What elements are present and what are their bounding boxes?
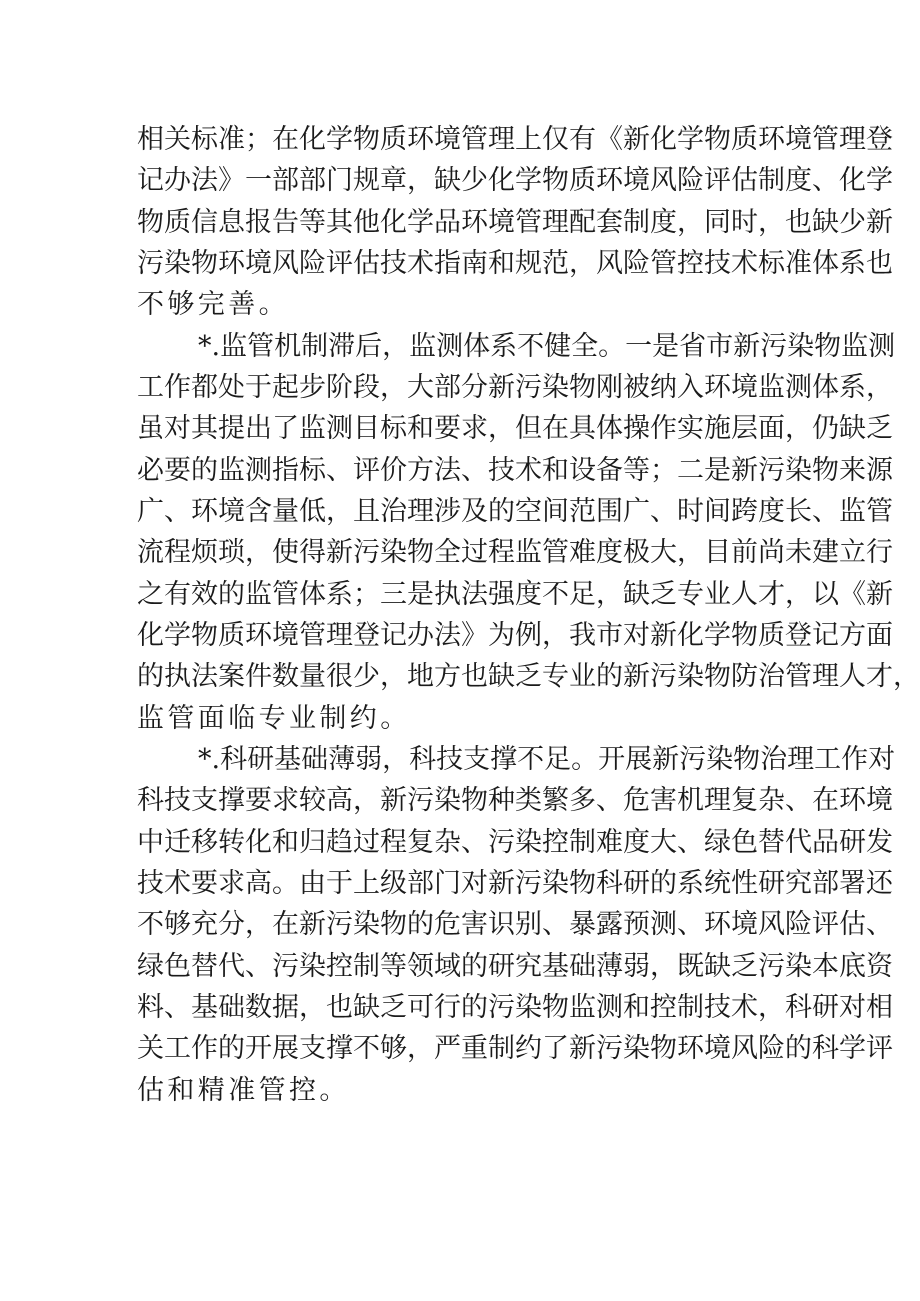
text-line: 污染物环境风险评估技术指南和规范，风险管控技术标准体系也 [137, 247, 893, 279]
text-line: 料、基础数据，也缺乏可行的污染物监测和控制技术，科研对相 [137, 991, 893, 1023]
text-line: *.监管机制滞后，监测体系不健全。一是省市新污染物监测 [198, 330, 896, 362]
text-line: 科技支撑要求较高，新污染物种类繁多、危害机理复杂、在环境 [137, 785, 893, 817]
document-page [137, 119, 920, 1111]
text-line: 广、环境含量低，且治理涉及的空间范围广、时间跨度长、监管 [137, 495, 893, 527]
text-line: 监管面临专业制约。 [137, 702, 411, 734]
text-line: *.科研基础薄弱，科技支撑不足。开展新污染物治理工作对 [198, 743, 896, 775]
text-line: 技术要求高。由于上级部门对新污染物科研的系统性研究部署还 [137, 867, 893, 899]
text-line: 相关标准；在化学物质环境管理上仅有《新化学物质环境管理登 [137, 124, 893, 155]
text-line: 物质信息报告等其他化学品环境管理配套制度，同时，也缺少新 [137, 206, 893, 238]
paragraph [137, 326, 920, 739]
text-line: 中迁移转化和归趋过程复杂、污染控制难度大、绿色替代品研发 [137, 826, 893, 858]
text-line: 之有效的监管体系；三是执法强度不足，缺乏专业人才，以《新 [137, 578, 893, 610]
text-line: 必要的监测指标、评价方法、技术和设备等；二是新污染物来源 [137, 454, 893, 486]
text-line: 不够充分，在新污染物的危害识别、暴露预测、环境风险评估、 [137, 909, 893, 941]
text-line: 绿色替代、污染控制等领域的研究基础薄弱，既缺乏污染本底资 [137, 950, 893, 982]
text-line: 化学物质环境管理登记办法》为例，我市对新化学物质登记方面 [137, 619, 893, 651]
text-line: 工作都处于起步阶段，大部分新污染物刚被纳入环境监测体系， [137, 371, 893, 403]
text-line: 不够完善。 [137, 289, 289, 321]
text-line: 记办法》一部部门规章，缺少化学物质环境风险评估制度、化学 [137, 165, 893, 197]
text-line: 估和精准管控。 [137, 1074, 350, 1106]
paragraph [137, 119, 893, 326]
text-line: 虽对其提出了监测目标和要求，但在具体操作实施层面，仍缺乏 [137, 413, 893, 445]
text-line: 流程烦琐，使得新污染物全过程监管难度极大，目前尚未建立行 [137, 537, 893, 569]
paragraph [137, 739, 896, 1111]
text-line: 关工作的开展支撑不够，严重制约了新污染物环境风险的科学评 [137, 1033, 893, 1065]
text-line: 的执法案件数量很少，地方也缺乏专业的新污染物防治管理人才， [137, 661, 920, 693]
